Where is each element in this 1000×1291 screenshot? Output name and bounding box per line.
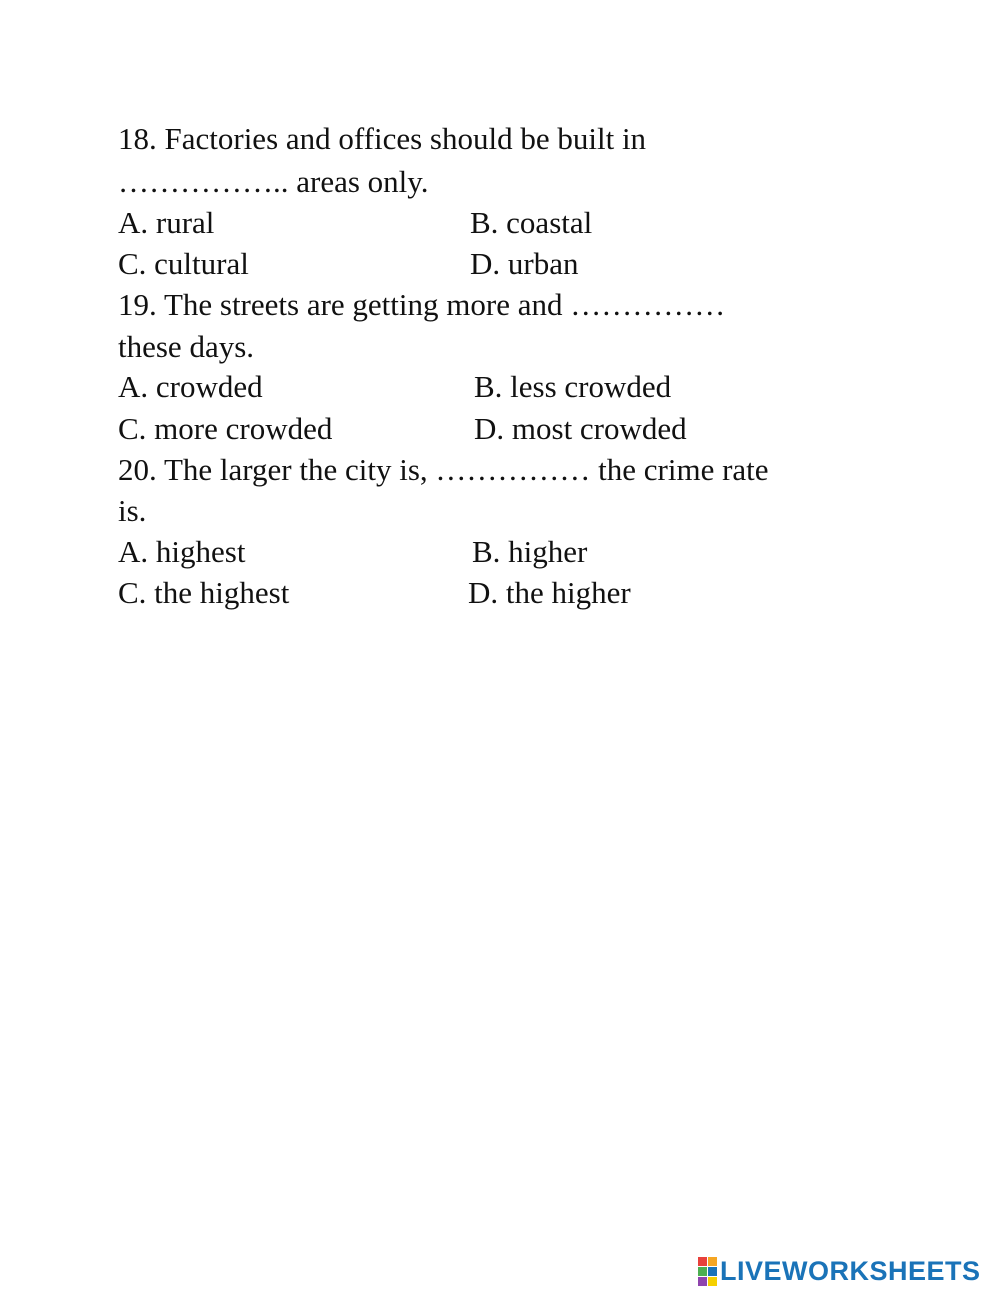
question-19-stem-line2: these days. — [118, 329, 255, 364]
question-18-stem-line1: 18. Factories and offices should be built in — [118, 121, 647, 156]
question-18-stem-line2: …………….. areas only. — [118, 164, 429, 199]
question-18-option-c[interactable]: C. cultural — [118, 246, 249, 281]
question-20-option-d[interactable]: D. the higher — [468, 575, 631, 610]
question-20-option-a[interactable]: A. highest — [118, 534, 246, 569]
question-20-option-b[interactable]: B. higher — [472, 534, 588, 569]
question-20-stem-line2: is. — [118, 493, 147, 528]
question-19-option-c[interactable]: C. more crowded — [118, 411, 333, 446]
question-20-option-c[interactable]: C. the highest — [118, 575, 290, 610]
logo-text: LIVEWORKSHEETS — [720, 1255, 981, 1286]
question-19-option-d[interactable]: D. most crowded — [474, 411, 687, 446]
question-19-option-a[interactable]: A. crowded — [118, 369, 263, 404]
question-18-option-d[interactable]: D. urban — [470, 246, 579, 281]
logo-blocks-icon — [698, 1257, 717, 1286]
liveworksheets-logo — [698, 1256, 981, 1286]
question-18-option-b[interactable]: B. coastal — [470, 205, 593, 240]
question-20-stem-line1: 20. The larger the city is, …………… the crime rate — [118, 452, 769, 487]
question-19-stem-line1: 19. The streets are getting more and …………… — [118, 287, 726, 322]
question-19-option-b[interactable]: B. less crowded — [474, 369, 672, 404]
question-18-option-a[interactable]: A. rural — [118, 205, 215, 240]
